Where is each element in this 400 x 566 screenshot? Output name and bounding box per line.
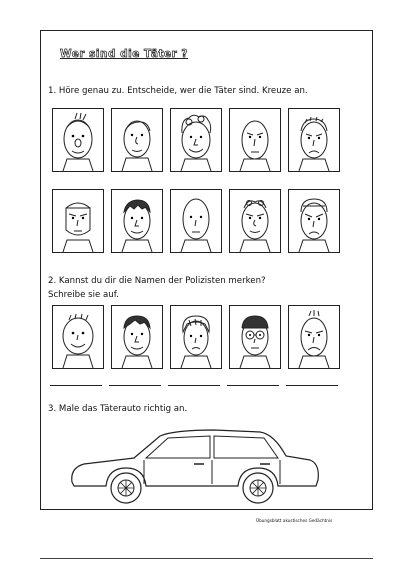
- suspects-row-2: [52, 189, 342, 257]
- answer-line[interactable]: [109, 385, 161, 386]
- worksheet-title: Wer sind die Täter ?: [60, 48, 189, 60]
- police-portrait: [111, 305, 163, 369]
- answer-line[interactable]: [286, 385, 338, 386]
- police-portrait: [170, 305, 222, 369]
- answer-line[interactable]: [50, 385, 102, 386]
- police-portrait: [288, 305, 340, 369]
- task-3-instruction: 3. Male das Täterauto richtig an.: [48, 404, 188, 414]
- suspect-portrait[interactable]: [288, 108, 340, 172]
- suspect-portrait[interactable]: [170, 189, 222, 253]
- suspect-portrait[interactable]: [229, 108, 281, 172]
- suspect-portrait[interactable]: [52, 189, 104, 253]
- answer-line[interactable]: [168, 385, 220, 386]
- suspect-portrait[interactable]: [111, 189, 163, 253]
- name-answer-lines: [50, 385, 340, 389]
- worksheet-footer: Übungsblatt akustisches Gedächtnis: [256, 518, 333, 523]
- page-bottom-rule: [40, 558, 373, 559]
- suspect-portrait[interactable]: [229, 189, 281, 253]
- suspect-portrait[interactable]: [170, 108, 222, 172]
- police-portrait: [52, 305, 104, 369]
- police-portrait: [229, 305, 281, 369]
- suspects-row-1: [52, 108, 342, 176]
- getaway-car-drawing[interactable]: [64, 424, 326, 514]
- police-row: [52, 305, 342, 373]
- task-2-instruction: 2. Kannst du dir die Namen der Polizisten merken?: [48, 276, 266, 286]
- task-1-instruction: 1. Höre genau zu. Entscheide, wer die Täter sind. Kreuze an.: [48, 86, 308, 96]
- answer-line[interactable]: [227, 385, 279, 386]
- suspect-portrait[interactable]: [52, 108, 104, 172]
- suspect-portrait[interactable]: [288, 189, 340, 253]
- suspect-portrait[interactable]: [111, 108, 163, 172]
- task-2-subinstruction: Schreibe sie auf.: [48, 290, 119, 300]
